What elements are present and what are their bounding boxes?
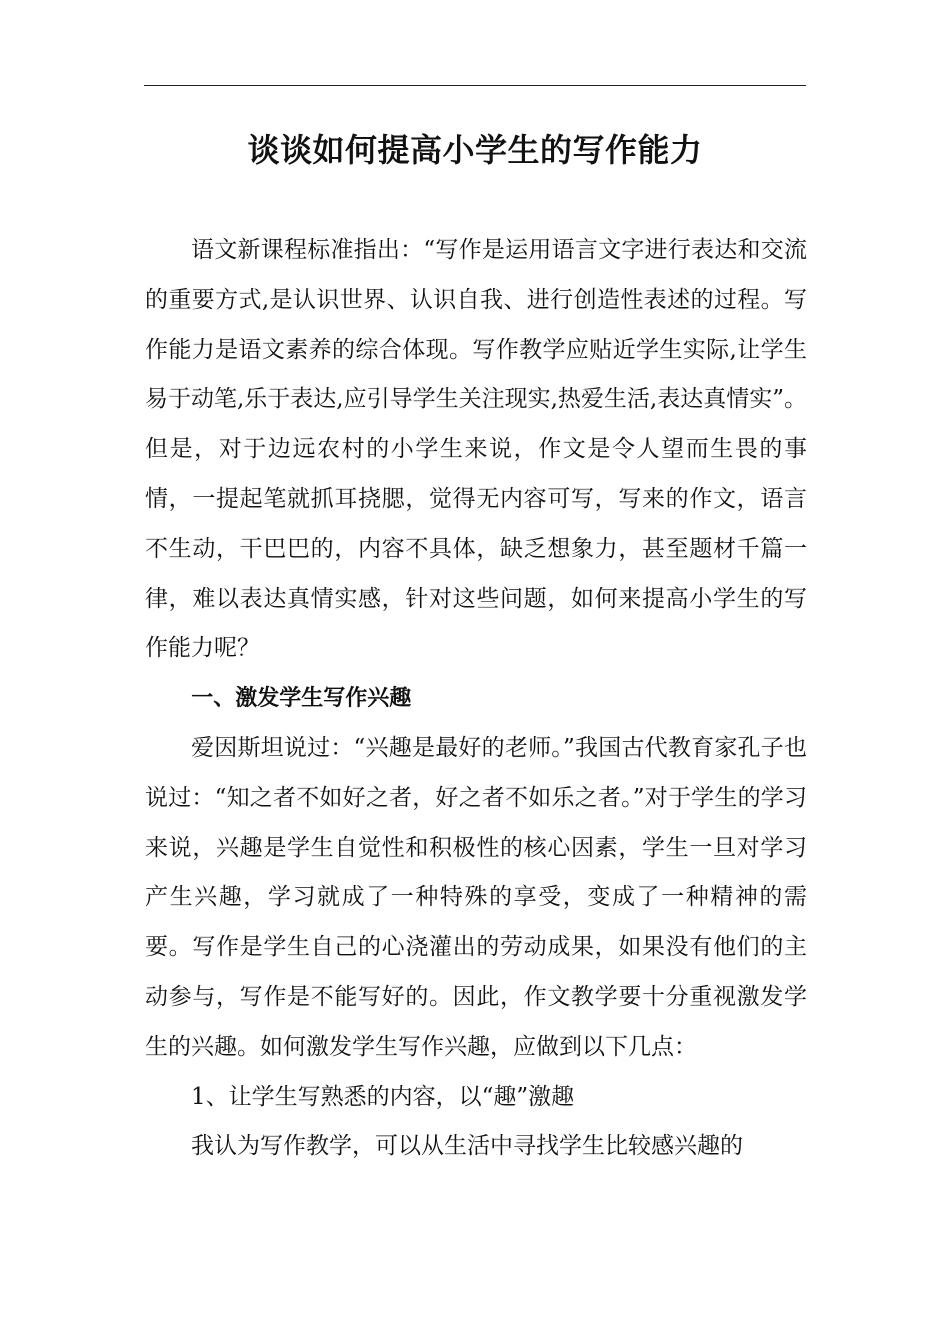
document-body (145, 226, 807, 1172)
section-paragraph: 爱因斯坦说过：“兴趣是最好的老师。”我国古代教育家孔子也说过：“知之者不如好之者，好之者不如乐之者。”对于学生的学习来说，兴趣是学生自觉性和积极性的核心因素，学生一旦对学习产生兴趣，学习就成了一种特殊的享受，变成了一种精神的需要。写作是学生自己的心浇灌出的劳动成果，如果没有他们的主动参与，写作是不能写好的。因此，作文教学要十分重视激发学生的兴趣。如何激发学生写作兴趣，应做到以下几点： (145, 734, 807, 1060)
section-heading: 一、激发学生写作兴趣 (191, 686, 412, 712)
subsection-heading: 1、让学生写熟悉的内容，以“趣”激趣 (191, 1083, 575, 1110)
header-rule (144, 85, 806, 86)
intro-paragraph: 语文新课程标准指出：“写作是运用语言文字进行表达和交流的重要方式,是认识世界、认识自我、进行创造性表述的过程。写作能力是语文素养的综合体现。写作教学应贴近学生实际,让学生易于动笔,乐于表达,应引导学生关注现实,热爱生活,表达真情实”。但是，对于边远农村的小学生来说，作文是令人望而生畏的事情，一提起笔就抓耳挠腮，觉得无内容可写，写来的作文，语言不生动，干巴巴的，内容不具体，缺乏想象力，甚至题材千篇一律，难以表达真情实感，针对这些问题，如何来提高小学生的写作能力呢？ (145, 237, 808, 662)
subsection-paragraph: 我认为写作教学，可以从生活中寻找学生比较感兴趣的 (191, 1133, 743, 1160)
document-title: 谈谈如何提高小学生的写作能力 (247, 131, 703, 169)
